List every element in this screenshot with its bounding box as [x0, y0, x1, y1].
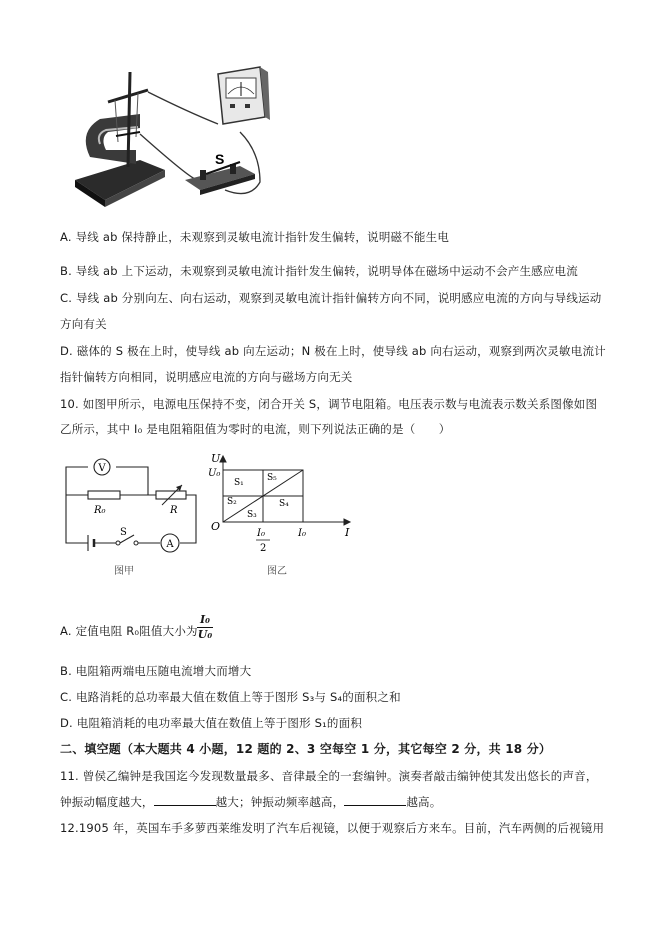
fraction-denominator: U₀: [197, 628, 213, 641]
origin-label: O: [211, 520, 221, 533]
q10-option-a-fraction: [197, 614, 213, 641]
q9-option-a: A. 导线 ab 保持静止，未观察到灵敏电流计指针发生偏转，说明磁不能生电: [60, 230, 450, 244]
q9-option-c-line2: 方向有关: [60, 317, 107, 331]
figure-a-caption: 图甲: [114, 566, 134, 577]
apparatus-photo: [70, 62, 280, 212]
q11-line2: [60, 794, 441, 810]
q9-option-d-line2: 指针偏转方向相同，说明感应电流的方向与磁场方向无关: [60, 370, 353, 384]
q11-blank-1[interactable]: [154, 794, 216, 806]
r0-resistor: [88, 491, 120, 499]
ammeter-label: A: [166, 539, 174, 550]
q11-line1: 11. 曾侯乙编钟是我国迄今发现数量最多、音律最全的一套编钟。演奏者敲击编钟使其发出悠长的声音，: [60, 769, 598, 783]
s1-label: S₁: [234, 478, 244, 488]
circuit-diagram: [58, 455, 203, 580]
q10-option-a: A. 定值电阻 R₀阻值大小为: [60, 624, 198, 638]
x-axis-label: I: [345, 526, 350, 539]
q9-option-c-line1: C. 导线 ab 分别向左、向右运动，观察到灵敏电流计指针偏转方向不同，说明感应电流的方向与导线运动: [60, 291, 602, 305]
s2-label: S₂: [227, 497, 237, 507]
figure-b-caption: 图乙: [267, 566, 287, 577]
section2-heading: 二、填空题（本大题共 4 小题，12 题的 2、3 空每空 1 分，其它每空 2 分，共 18 分）: [60, 742, 552, 756]
y-axis-label: U: [211, 452, 221, 465]
voltmeter-label: V: [98, 463, 106, 474]
r-label: R: [170, 505, 178, 516]
q12-line1: 12.1905 年，英国车手多萝西莱维发明了汽车后视镜，以便于观察后方来车。目前，汽车两侧的后视镜用: [60, 821, 605, 835]
s4-label: S₄: [279, 499, 289, 509]
q11-line2-part2: 越大；钟振动频率越高，: [215, 795, 345, 809]
r0-label: R₀: [94, 505, 106, 516]
q10-option-d: D. 电阻箱消耗的电功率最大值在数值上等于图形 S₁的面积: [60, 716, 363, 730]
photo-switch-label: S: [215, 151, 225, 167]
q11-blank-2[interactable]: [344, 794, 406, 806]
q10-option-b: B. 电阻箱两端电压随电流增大而增大: [60, 664, 252, 678]
switch-label: S: [120, 527, 127, 538]
resistance-box: [156, 491, 186, 499]
half-i0-denominator: 2: [260, 543, 267, 554]
half-i0-numerator: I₀: [257, 528, 265, 539]
q9-option-d-line1: D. 磁体的 S 极在上时，使导线 ab 向左运动；N 极在上时，使导线 ab 向右运动，观察到两次灵敏电流计: [60, 344, 606, 358]
q10-stem-line1: 10. 如图甲所示，电源电压保持不变，闭合开关 S，调节电阻箱。电压表示数与电流表示数关系图像如图: [60, 397, 598, 411]
fraction-numerator: I₀: [200, 613, 210, 626]
u0-label: U₀: [208, 468, 221, 479]
ui-graph: [205, 452, 355, 580]
q9-option-b: B. 导线 ab 上下运动，未观察到灵敏电流计指针发生偏转，说明导体在磁场中运动不会产生感应电流: [60, 264, 578, 278]
i0-label: I₀: [298, 528, 306, 539]
s5-label: S₅: [267, 473, 277, 483]
q10-stem-line2: 乙所示，其中 I₀ 是电阻箱阻值为零时的电流，则下列说法正确的是（ ）: [60, 422, 451, 436]
q11-line2-part3: 越高。: [406, 795, 442, 809]
q10-option-c: C. 电路消耗的总功率最大值在数值上等于图形 S₃与 S₄的面积之和: [60, 690, 401, 704]
q11-line2-part1: 钟振动幅度越大，: [60, 795, 154, 809]
s3-label: S₃: [247, 510, 257, 520]
